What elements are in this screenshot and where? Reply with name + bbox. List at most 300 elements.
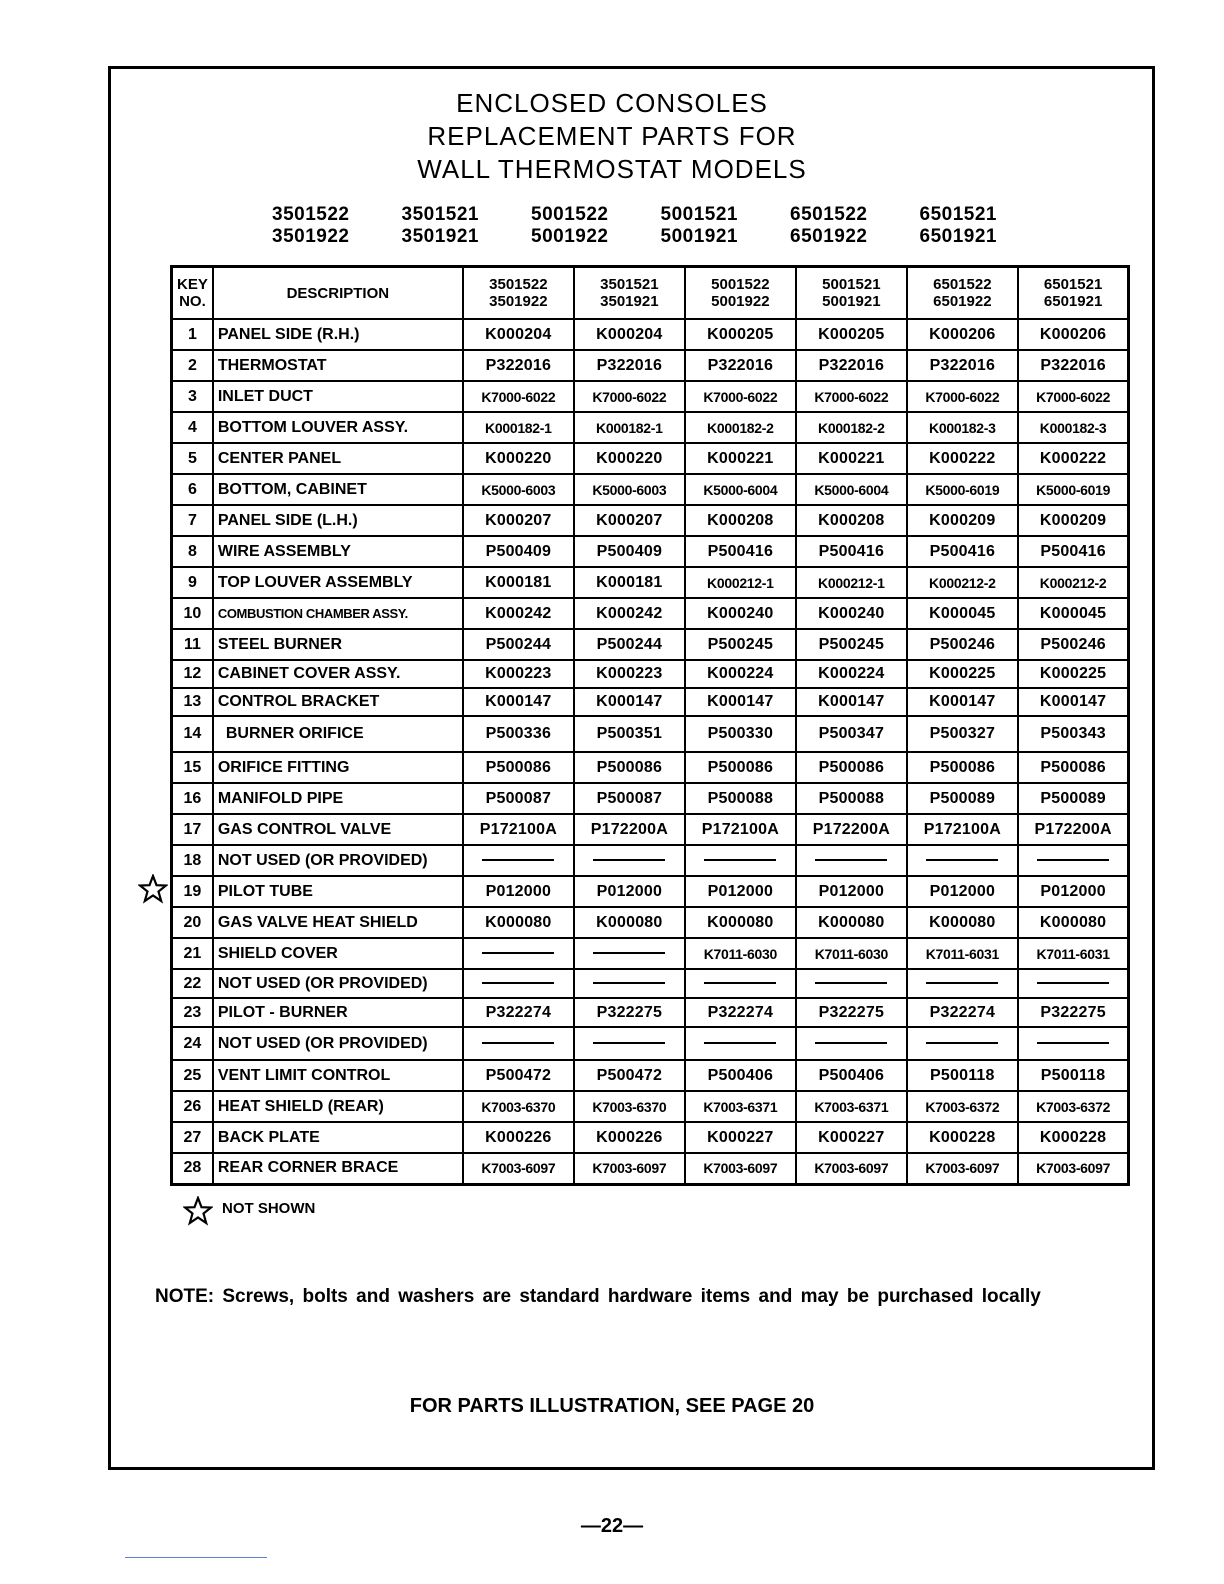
- key-no-cell: 16: [172, 783, 213, 814]
- part-number-cell: P322016: [574, 350, 685, 381]
- table-row: [172, 567, 1129, 598]
- description-cell: PILOT TUBE: [213, 876, 463, 907]
- part-number-cell: K5000-6003: [463, 474, 574, 505]
- description-cell: THERMOSTAT: [213, 350, 463, 381]
- part-number-cell: K7000-6022: [796, 381, 907, 412]
- part-cell-empty: [685, 969, 796, 998]
- parts-table: [170, 265, 1130, 1186]
- part-number-cell: P500343: [1018, 716, 1129, 752]
- table-row: [172, 412, 1129, 443]
- description-cell: CABINET COVER ASSY.: [213, 660, 463, 688]
- part-number-cell: K000212-1: [685, 567, 796, 598]
- table-row: [172, 814, 1129, 845]
- part-number-cell: K000182-1: [463, 412, 574, 443]
- part-number-cell: P500086: [574, 752, 685, 783]
- part-number-cell: K000204: [574, 319, 685, 350]
- table-row: [172, 536, 1129, 567]
- description-cell: MANIFOLD PIPE: [213, 783, 463, 814]
- part-number-cell: K5000-6019: [907, 474, 1018, 505]
- dash-line: [593, 952, 665, 954]
- part-number-cell: K000225: [907, 660, 1018, 688]
- part-cell-empty: [685, 1027, 796, 1060]
- part-number-cell: P172200A: [1018, 814, 1129, 845]
- part-number-cell: P500406: [685, 1060, 796, 1091]
- part-number-cell: K000227: [796, 1122, 907, 1153]
- table-row: [172, 660, 1129, 688]
- part-cell-empty: [574, 938, 685, 969]
- model-number: 3501522: [272, 204, 350, 225]
- part-number-cell: K000147: [685, 688, 796, 716]
- model-group: [402, 204, 532, 248]
- key-no-cell: 9: [172, 567, 213, 598]
- part-cell-empty: [463, 1027, 574, 1060]
- model-list: [272, 204, 1049, 248]
- model-group: [790, 204, 920, 248]
- key-no-cell: 20: [172, 907, 213, 938]
- description-cell: BURNER ORIFICE: [213, 716, 463, 752]
- part-number-cell: K000242: [463, 598, 574, 629]
- description-cell: BOTTOM, CABINET: [213, 474, 463, 505]
- part-number-cell: K000226: [574, 1122, 685, 1153]
- part-number-cell: K000205: [685, 319, 796, 350]
- key-no-cell: 19: [172, 876, 213, 907]
- part-cell-empty: [685, 845, 796, 876]
- part-number-cell: P172100A: [685, 814, 796, 845]
- header-description: DESCRIPTION: [213, 267, 463, 320]
- page-number: —22—: [580, 1515, 644, 1537]
- part-number-cell: P500416: [796, 536, 907, 567]
- part-number-cell: K000182-2: [685, 412, 796, 443]
- part-number-cell: K000221: [685, 443, 796, 474]
- key-no-cell: 15: [172, 752, 213, 783]
- dash-line: [926, 859, 998, 861]
- description-cell: ORIFICE FITTING: [213, 752, 463, 783]
- part-number-cell: P322275: [574, 998, 685, 1027]
- part-number-cell: K000080: [685, 907, 796, 938]
- part-cell-empty: [796, 845, 907, 876]
- dash-line: [1037, 859, 1109, 861]
- part-number-cell: K000147: [463, 688, 574, 716]
- table-row: [172, 845, 1129, 876]
- model-number: 5001921: [660, 226, 738, 247]
- part-number-cell: K7000-6022: [463, 381, 574, 412]
- part-number-cell: K000182-1: [574, 412, 685, 443]
- part-number-cell: K7003-6371: [796, 1091, 907, 1122]
- part-number-cell: K000045: [907, 598, 1018, 629]
- star-icon: [183, 1196, 213, 1226]
- description-cell: WIRE ASSEMBLY: [213, 536, 463, 567]
- description-cell: COMBUSTION CHAMBER ASSY.: [213, 598, 463, 629]
- part-number-cell: K000227: [685, 1122, 796, 1153]
- part-number-cell: K000228: [907, 1122, 1018, 1153]
- part-cell-empty: [796, 969, 907, 998]
- description-cell: SHIELD COVER: [213, 938, 463, 969]
- part-number-cell: P500088: [685, 783, 796, 814]
- part-number-cell: K000207: [463, 505, 574, 536]
- model-group: [531, 204, 661, 248]
- description-cell: VENT LIMIT CONTROL: [213, 1060, 463, 1091]
- part-number-cell: K000181: [463, 567, 574, 598]
- header-key-no: KEY NO.: [172, 267, 213, 320]
- key-no-cell: 13: [172, 688, 213, 716]
- part-number-cell: K000207: [574, 505, 685, 536]
- part-number-cell: P012000: [796, 876, 907, 907]
- part-number-cell: K7003-6097: [685, 1153, 796, 1184]
- key-no-cell: 10: [172, 598, 213, 629]
- part-cell-empty: [463, 845, 574, 876]
- part-number-cell: P500244: [574, 629, 685, 660]
- table-row: [172, 1153, 1129, 1184]
- description-cell: CONTROL BRACKET: [213, 688, 463, 716]
- part-number-cell: P012000: [907, 876, 1018, 907]
- key-no-cell: 24: [172, 1027, 213, 1060]
- part-number-cell: K000080: [1018, 907, 1129, 938]
- table-row: [172, 598, 1129, 629]
- model-number: 3501922: [272, 226, 350, 247]
- header-model: 3501521 3501921: [574, 267, 685, 320]
- part-number-cell: K000223: [574, 660, 685, 688]
- description-cell: BACK PLATE: [213, 1122, 463, 1153]
- key-no-cell: 21: [172, 938, 213, 969]
- table-row: [172, 969, 1129, 998]
- table-row: [172, 1060, 1129, 1091]
- part-number-cell: K000206: [1018, 319, 1129, 350]
- part-cell-empty: [1018, 1027, 1129, 1060]
- part-number-cell: K000147: [796, 688, 907, 716]
- description-cell: NOT USED (OR PROVIDED): [213, 845, 463, 876]
- table-row: [172, 1122, 1129, 1153]
- part-number-cell: P500416: [907, 536, 1018, 567]
- star-icon: [138, 874, 168, 904]
- title-line-1: ENCLOSED CONSOLES: [456, 88, 768, 118]
- part-number-cell: K000205: [796, 319, 907, 350]
- description-cell: BOTTOM LOUVER ASSY.: [213, 412, 463, 443]
- dash-line: [815, 982, 887, 984]
- description-cell: REAR CORNER BRACE: [213, 1153, 463, 1184]
- part-number-cell: K000212-1: [796, 567, 907, 598]
- part-number-cell: P500416: [685, 536, 796, 567]
- part-cell-empty: [907, 1027, 1018, 1060]
- part-number-cell: K7003-6097: [463, 1153, 574, 1184]
- part-number-cell: P500244: [463, 629, 574, 660]
- dash-line: [704, 1042, 776, 1044]
- key-no-cell: 17: [172, 814, 213, 845]
- part-number-cell: P322016: [796, 350, 907, 381]
- description-cell: TOP LOUVER ASSEMBLY: [213, 567, 463, 598]
- description-cell: PILOT - BURNER: [213, 998, 463, 1027]
- dash-line: [926, 1042, 998, 1044]
- table-row: [172, 319, 1129, 350]
- part-number-cell: K7000-6022: [907, 381, 1018, 412]
- part-number-cell: K000224: [685, 660, 796, 688]
- key-no-cell: 18: [172, 845, 213, 876]
- description-cell: GAS CONTROL VALVE: [213, 814, 463, 845]
- table-row: [172, 381, 1129, 412]
- part-number-cell: P500416: [1018, 536, 1129, 567]
- header-model: 5001521 5001921: [796, 267, 907, 320]
- part-number-cell: P322016: [907, 350, 1018, 381]
- part-number-cell: P012000: [463, 876, 574, 907]
- part-number-cell: K5000-6004: [796, 474, 907, 505]
- part-number-cell: K000222: [907, 443, 1018, 474]
- part-cell-empty: [463, 969, 574, 998]
- dash-line: [482, 859, 554, 861]
- part-number-cell: P500089: [907, 783, 1018, 814]
- part-number-cell: P322274: [907, 998, 1018, 1027]
- part-number-cell: K000147: [907, 688, 1018, 716]
- part-cell-empty: [1018, 969, 1129, 998]
- part-number-cell: K000220: [574, 443, 685, 474]
- part-number-cell: P322016: [685, 350, 796, 381]
- part-number-cell: P500406: [796, 1060, 907, 1091]
- part-number-cell: P500245: [685, 629, 796, 660]
- part-number-cell: K7003-6370: [574, 1091, 685, 1122]
- key-no-cell: 14: [172, 716, 213, 752]
- parts-table-body: [172, 319, 1129, 1184]
- part-number-cell: K7000-6022: [1018, 381, 1129, 412]
- part-number-cell: K000182-3: [1018, 412, 1129, 443]
- part-number-cell: K000212-2: [1018, 567, 1129, 598]
- part-number-cell: K7011-6031: [1018, 938, 1129, 969]
- part-number-cell: K000080: [463, 907, 574, 938]
- key-no-cell: 22: [172, 969, 213, 998]
- part-number-cell: K7011-6031: [907, 938, 1018, 969]
- part-number-cell: P500118: [907, 1060, 1018, 1091]
- table-row: [172, 350, 1129, 381]
- key-no-cell: 28: [172, 1153, 213, 1184]
- dash-line: [704, 982, 776, 984]
- dash-line: [1037, 1042, 1109, 1044]
- part-number-cell: K000226: [463, 1122, 574, 1153]
- part-number-cell: P500472: [574, 1060, 685, 1091]
- description-cell: STEEL BURNER: [213, 629, 463, 660]
- part-number-cell: P322016: [463, 350, 574, 381]
- title-line-2: REPLACEMENT PARTS FOR: [427, 121, 797, 151]
- description-cell: CENTER PANEL: [213, 443, 463, 474]
- part-number-cell: P500086: [1018, 752, 1129, 783]
- part-number-cell: K000147: [1018, 688, 1129, 716]
- table-header-row: [172, 267, 1129, 320]
- part-number-cell: P500089: [1018, 783, 1129, 814]
- title-line-3: WALL THERMOSTAT MODELS: [417, 154, 807, 184]
- part-cell-empty: [1018, 845, 1129, 876]
- part-number-cell: K000242: [574, 598, 685, 629]
- part-number-cell: K000222: [1018, 443, 1129, 474]
- part-number-cell: P500330: [685, 716, 796, 752]
- part-number-cell: K7003-6372: [1018, 1091, 1129, 1122]
- key-no-cell: 4: [172, 412, 213, 443]
- header-model: 5001522 5001922: [685, 267, 796, 320]
- table-row: [172, 629, 1129, 660]
- part-number-cell: K000225: [1018, 660, 1129, 688]
- part-number-cell: P500088: [796, 783, 907, 814]
- part-number-cell: P500086: [907, 752, 1018, 783]
- footer-rule: [125, 1557, 267, 1558]
- header-model: 6501522 6501922: [907, 267, 1018, 320]
- model-number: 6501922: [790, 226, 868, 247]
- key-no-cell: 2: [172, 350, 213, 381]
- part-number-cell: K5000-6003: [574, 474, 685, 505]
- table-row: [172, 907, 1129, 938]
- part-number-cell: K000220: [463, 443, 574, 474]
- part-number-cell: P322275: [1018, 998, 1129, 1027]
- part-number-cell: P500409: [463, 536, 574, 567]
- part-number-cell: K7003-6097: [796, 1153, 907, 1184]
- dash-line: [815, 859, 887, 861]
- dash-line: [482, 952, 554, 954]
- part-number-cell: P012000: [574, 876, 685, 907]
- part-number-cell: P500087: [463, 783, 574, 814]
- part-number-cell: P500086: [796, 752, 907, 783]
- key-no-cell: 5: [172, 443, 213, 474]
- model-number: 3501521: [401, 204, 479, 225]
- part-number-cell: K000080: [574, 907, 685, 938]
- part-number-cell: K000045: [1018, 598, 1129, 629]
- model-number: 6501921: [919, 226, 997, 247]
- key-no-cell: 12: [172, 660, 213, 688]
- dash-line: [1037, 982, 1109, 984]
- dash-line: [815, 1042, 887, 1044]
- table-row: [172, 443, 1129, 474]
- model-number: 5001522: [531, 204, 609, 225]
- part-number-cell: P322016: [1018, 350, 1129, 381]
- table-row: [172, 876, 1129, 907]
- part-number-cell: K000204: [463, 319, 574, 350]
- part-number-cell: K000224: [796, 660, 907, 688]
- part-number-cell: K7003-6097: [907, 1153, 1018, 1184]
- part-cell-empty: [463, 938, 574, 969]
- part-number-cell: P012000: [685, 876, 796, 907]
- dash-line: [704, 859, 776, 861]
- description-cell: HEAT SHIELD (REAR): [213, 1091, 463, 1122]
- model-number: 5001922: [531, 226, 609, 247]
- part-number-cell: P172200A: [796, 814, 907, 845]
- header-model: 3501522 3501922: [463, 267, 574, 320]
- part-number-cell: P500087: [574, 783, 685, 814]
- table-row: [172, 938, 1129, 969]
- part-number-cell: K000181: [574, 567, 685, 598]
- part-number-cell: P500246: [1018, 629, 1129, 660]
- table-row: [172, 752, 1129, 783]
- part-number-cell: K7003-6372: [907, 1091, 1018, 1122]
- part-number-cell: P500245: [796, 629, 907, 660]
- description-cell: PANEL SIDE (R.H.): [213, 319, 463, 350]
- part-number-cell: K7000-6022: [685, 381, 796, 412]
- part-number-cell: P500118: [1018, 1060, 1129, 1091]
- part-number-cell: K000221: [796, 443, 907, 474]
- part-number-cell: P500409: [574, 536, 685, 567]
- table-row: [172, 783, 1129, 814]
- part-number-cell: K7011-6030: [685, 938, 796, 969]
- part-cell-empty: [907, 845, 1018, 876]
- part-number-cell: P012000: [1018, 876, 1129, 907]
- part-number-cell: K5000-6004: [685, 474, 796, 505]
- part-number-cell: K000212-2: [907, 567, 1018, 598]
- part-number-cell: K000228: [1018, 1122, 1129, 1153]
- part-cell-empty: [574, 1027, 685, 1060]
- key-no-cell: 1: [172, 319, 213, 350]
- part-number-cell: P500347: [796, 716, 907, 752]
- part-number-cell: K000209: [907, 505, 1018, 536]
- key-no-cell: 7: [172, 505, 213, 536]
- part-number-cell: K000208: [685, 505, 796, 536]
- part-number-cell: K000208: [796, 505, 907, 536]
- note-text: NOTE: Screws, bolts and washers are standard hardware items and may be purchased locally: [155, 1286, 1041, 1307]
- part-cell-empty: [574, 969, 685, 998]
- table-row: [172, 716, 1129, 752]
- part-number-cell: K000147: [574, 688, 685, 716]
- dash-line: [593, 1042, 665, 1044]
- model-number: 6501521: [919, 204, 997, 225]
- part-number-cell: P172200A: [574, 814, 685, 845]
- key-no-cell: 8: [172, 536, 213, 567]
- part-number-cell: P500086: [685, 752, 796, 783]
- part-number-cell: P172100A: [463, 814, 574, 845]
- header-model: 6501521 6501921: [1018, 267, 1129, 320]
- part-number-cell: K7003-6097: [574, 1153, 685, 1184]
- part-number-cell: K000182-3: [907, 412, 1018, 443]
- part-number-cell: K000209: [1018, 505, 1129, 536]
- part-cell-empty: [907, 969, 1018, 998]
- part-number-cell: P322274: [685, 998, 796, 1027]
- part-number-cell: P500472: [463, 1060, 574, 1091]
- table-row: [172, 688, 1129, 716]
- legend-not-shown: NOT SHOWN: [222, 1200, 316, 1217]
- part-number-cell: K5000-6019: [1018, 474, 1129, 505]
- key-no-cell: 26: [172, 1091, 213, 1122]
- model-group: [920, 204, 1050, 248]
- part-number-cell: K7003-6097: [1018, 1153, 1129, 1184]
- model-number: 3501921: [401, 226, 479, 247]
- key-no-cell: 11: [172, 629, 213, 660]
- dash-line: [482, 982, 554, 984]
- part-cell-empty: [796, 1027, 907, 1060]
- key-no-cell: 27: [172, 1122, 213, 1153]
- part-number-cell: P322274: [463, 998, 574, 1027]
- model-group: [272, 204, 402, 248]
- part-number-cell: K000080: [796, 907, 907, 938]
- part-number-cell: K7003-6371: [685, 1091, 796, 1122]
- dash-line: [593, 982, 665, 984]
- part-number-cell: P500336: [463, 716, 574, 752]
- table-row: [172, 474, 1129, 505]
- key-no-cell: 3: [172, 381, 213, 412]
- part-number-cell: P500086: [463, 752, 574, 783]
- part-number-cell: K000240: [685, 598, 796, 629]
- part-number-cell: P500351: [574, 716, 685, 752]
- part-number-cell: P322275: [796, 998, 907, 1027]
- part-number-cell: K7011-6030: [796, 938, 907, 969]
- table-row: [172, 1027, 1129, 1060]
- see-page-text: FOR PARTS ILLUSTRATION, SEE PAGE 20: [409, 1395, 815, 1417]
- table-row: [172, 505, 1129, 536]
- part-number-cell: K000206: [907, 319, 1018, 350]
- table-row: [172, 1091, 1129, 1122]
- key-no-cell: 25: [172, 1060, 213, 1091]
- part-number-cell: K000182-2: [796, 412, 907, 443]
- description-cell: GAS VALVE HEAT SHIELD: [213, 907, 463, 938]
- description-cell: INLET DUCT: [213, 381, 463, 412]
- key-no-cell: 23: [172, 998, 213, 1027]
- part-number-cell: K000240: [796, 598, 907, 629]
- description-cell: PANEL SIDE (L.H.): [213, 505, 463, 536]
- model-number: 6501522: [790, 204, 868, 225]
- part-number-cell: P500246: [907, 629, 1018, 660]
- description-cell: NOT USED (OR PROVIDED): [213, 1027, 463, 1060]
- model-group: [661, 204, 791, 248]
- model-number: 5001521: [660, 204, 738, 225]
- part-number-cell: K000080: [907, 907, 1018, 938]
